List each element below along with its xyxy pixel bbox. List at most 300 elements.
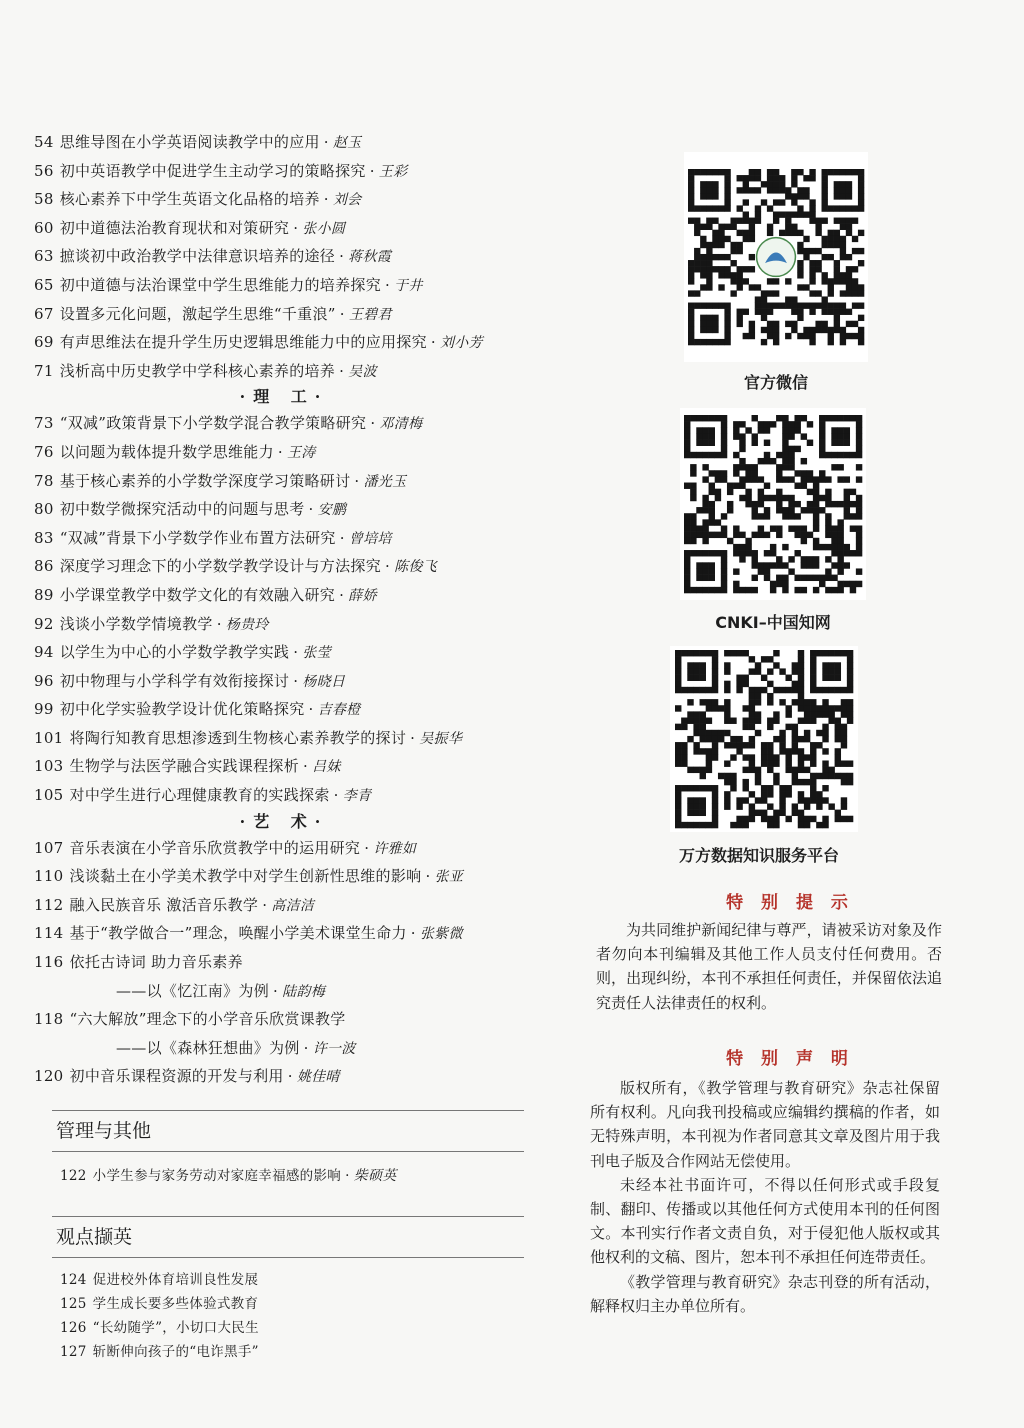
qr-module	[700, 822, 706, 828]
page-number: 116	[34, 953, 64, 972]
qr-module	[724, 681, 730, 687]
qr-module	[837, 556, 843, 562]
qr-module	[733, 532, 739, 538]
qr-module	[727, 501, 733, 507]
qr-module	[803, 193, 809, 199]
qr-module	[702, 538, 708, 544]
qr-label-wanfang: 万方数据知识服务平台	[678, 846, 839, 865]
toc-entry[interactable]	[34, 891, 534, 920]
toc-entry[interactable]	[34, 214, 534, 243]
toc-entry[interactable]	[34, 1034, 534, 1063]
qr-module	[724, 272, 730, 278]
page-number: 107	[34, 838, 64, 857]
qr-module	[724, 773, 730, 779]
qr-module	[846, 187, 852, 193]
qr-module	[724, 187, 730, 193]
page-number: 99	[34, 700, 54, 719]
qr-module	[773, 290, 779, 296]
qr-module	[675, 656, 681, 662]
qr-module	[687, 687, 693, 693]
qr-module	[803, 303, 809, 309]
qr-module	[724, 742, 730, 748]
qr-module	[736, 687, 742, 693]
qr-module	[743, 236, 749, 242]
separator-dot: ·	[339, 528, 345, 547]
qr-module	[856, 532, 862, 538]
qr-module	[743, 767, 749, 773]
qr-module	[761, 339, 767, 345]
qr-module	[681, 785, 687, 791]
qr-module	[835, 760, 841, 766]
toc-entry[interactable]	[34, 552, 534, 581]
qr-module	[810, 675, 816, 681]
qr-module	[834, 266, 840, 272]
qr-module	[844, 427, 850, 433]
qr-module	[844, 544, 850, 550]
qr-module	[773, 321, 779, 327]
qr-module	[837, 538, 843, 544]
qr-module	[819, 476, 825, 482]
qr-module	[807, 562, 813, 568]
article-title: “六大解放”理念下的小学音乐欣赏课教学	[69, 1010, 346, 1029]
qr-module	[733, 421, 739, 427]
qr-module	[687, 767, 693, 773]
qr-module	[690, 489, 696, 495]
qr-module	[850, 550, 856, 556]
article-title: 学生成长要多些体验式教育	[92, 1296, 259, 1312]
qr-module	[733, 470, 739, 476]
qr-module	[831, 532, 837, 538]
qr-module	[736, 675, 742, 681]
toc-entry[interactable]	[34, 128, 534, 157]
qr-module	[712, 816, 718, 822]
qr-module	[749, 760, 755, 766]
toc-entry[interactable]	[34, 610, 534, 639]
qr-module	[844, 501, 850, 507]
qr-module	[858, 333, 864, 339]
qr-module	[779, 187, 785, 193]
qr-module	[807, 507, 813, 513]
qr-module	[675, 803, 681, 809]
toc-entry[interactable]	[34, 328, 534, 357]
qr-module	[724, 181, 730, 187]
qr-module	[755, 693, 761, 699]
qr-module	[804, 736, 810, 742]
qr-module	[841, 797, 847, 803]
qr-module	[788, 427, 794, 433]
qr-module	[718, 284, 724, 290]
qr-module	[733, 544, 739, 550]
qr-module	[696, 433, 702, 439]
qr-module	[828, 718, 834, 724]
qr-module	[730, 779, 736, 785]
qr-module	[798, 650, 804, 656]
qr-code-wanfang[interactable]	[670, 646, 858, 832]
qr-module	[712, 254, 718, 260]
qr-module	[807, 575, 813, 581]
article-author: 曾培培	[348, 530, 392, 547]
qr-module	[846, 224, 852, 230]
qr-module	[828, 309, 834, 315]
qr-module	[837, 476, 843, 482]
qr-module	[733, 550, 739, 556]
qr-module	[733, 568, 739, 574]
qr-module	[752, 556, 758, 562]
qr-module	[846, 218, 852, 224]
qr-module	[702, 452, 708, 458]
qr-module	[749, 254, 755, 260]
qr-module	[767, 822, 773, 828]
toc-entry[interactable]	[34, 242, 534, 271]
separator-dot: ·	[333, 786, 339, 805]
qr-module	[767, 187, 773, 193]
qr-module	[791, 199, 797, 205]
qr-module	[743, 705, 749, 711]
qr-module	[794, 427, 800, 433]
qr-module	[798, 687, 804, 693]
toc-entry[interactable]	[34, 271, 534, 300]
qr-module	[810, 668, 816, 674]
qr-module	[837, 550, 843, 556]
qr-module	[715, 470, 721, 476]
qr-module	[822, 650, 828, 656]
qr-module	[736, 816, 742, 822]
toc-entry[interactable]	[34, 919, 534, 948]
qr-module	[767, 791, 773, 797]
toc-entry[interactable]	[34, 724, 534, 753]
toc-entry[interactable]	[34, 581, 534, 610]
qr-module	[809, 278, 815, 284]
qr-module	[807, 440, 813, 446]
qr-code-wechat[interactable]	[684, 152, 868, 362]
qr-module	[822, 816, 828, 822]
article-author: 陈俊飞	[394, 559, 437, 576]
article-title: 基于“教学做合一”理念，唤醒小学美术课堂生命力	[69, 924, 407, 943]
qr-module	[841, 803, 847, 809]
article-author: 吴波	[348, 363, 377, 380]
qr-module	[761, 754, 767, 760]
qr-module	[858, 181, 864, 187]
section-heading-ligong: ·理 工·	[239, 387, 329, 407]
qr-module	[813, 507, 819, 513]
qr-module	[776, 581, 782, 587]
qr-module	[733, 525, 739, 531]
qr-code-cnki[interactable]	[680, 408, 866, 600]
article-title: 促进校外体育培训良性发展	[92, 1272, 259, 1288]
qr-module	[779, 791, 785, 797]
qr-module	[788, 458, 794, 464]
qr-module	[675, 668, 681, 674]
qr-module	[712, 797, 718, 803]
qr-module	[749, 687, 755, 693]
qr-module	[858, 290, 864, 296]
qr-module	[675, 650, 681, 656]
qr-module	[739, 556, 745, 562]
qr-module	[770, 525, 776, 531]
toc-entry[interactable]	[34, 752, 534, 781]
qr-module	[803, 236, 809, 242]
qr-module	[724, 303, 730, 309]
qr-module	[712, 650, 718, 656]
qr-module	[837, 519, 843, 525]
qr-module	[755, 699, 761, 705]
qr-module	[858, 199, 864, 205]
qr-module	[847, 668, 853, 674]
qr-module	[810, 748, 816, 754]
qr-module	[684, 525, 690, 531]
qr-module	[785, 705, 791, 711]
qr-module	[776, 562, 782, 568]
qr-module	[767, 681, 773, 687]
qr-module	[828, 284, 834, 290]
qr-module	[730, 754, 736, 760]
qr-module	[822, 711, 828, 717]
article-author: 许一波	[312, 1040, 356, 1057]
qr-module	[752, 587, 758, 593]
qr-module	[724, 224, 730, 230]
qr-module	[739, 483, 745, 489]
toc-entry[interactable]	[34, 495, 534, 524]
qr-module	[804, 718, 810, 724]
qr-module	[687, 711, 693, 717]
toc-list-top	[34, 128, 534, 385]
toc-entry[interactable]	[34, 300, 534, 329]
qr-module	[819, 421, 825, 427]
qr-module	[718, 705, 724, 711]
toc-entry[interactable]	[34, 467, 534, 496]
qr-module	[755, 668, 761, 674]
qr-module	[807, 476, 813, 482]
qr-module	[773, 662, 779, 668]
qr-module	[700, 718, 706, 724]
qr-module	[837, 427, 843, 433]
qr-module	[688, 199, 694, 205]
qr-module	[700, 675, 706, 681]
qr-module	[706, 284, 712, 290]
qr-module	[773, 754, 779, 760]
toc-entry[interactable]	[34, 438, 534, 467]
toc-entry[interactable]	[34, 667, 534, 696]
qr-module	[743, 230, 749, 236]
qr-module	[813, 587, 819, 593]
qr-module	[816, 742, 822, 748]
qr-module	[700, 724, 706, 730]
qr-module	[847, 718, 853, 724]
qr-module	[749, 224, 755, 230]
qr-module	[706, 321, 712, 327]
article-author: 蒋秋霞	[348, 249, 392, 266]
qr-module	[792, 767, 798, 773]
qr-module	[852, 333, 858, 339]
toc-entry[interactable]	[34, 948, 534, 977]
toc-entry[interactable]	[34, 781, 534, 810]
qr-module	[761, 810, 767, 816]
page-number: 127	[60, 1344, 87, 1360]
qr-module	[721, 575, 727, 581]
qr-module	[712, 748, 718, 754]
qr-module	[797, 169, 803, 175]
qr-module	[801, 556, 807, 562]
qr-module	[693, 668, 699, 674]
toc-entry[interactable]	[34, 977, 534, 1006]
qr-module	[831, 464, 837, 470]
toc-entry[interactable]	[60, 1340, 259, 1364]
notice-paragraph: 未经本社书面许可，不得以任何形式或手段复制、翻印、传播或以其他任何方式使用本刊的任何图文。本刊实行作者文责自负，对于侵犯他人版权或其他权利的文稿、图片，恕本刊不承担任何连带责任。	[590, 1175, 940, 1267]
page-number: 63	[34, 247, 54, 266]
toc-entry[interactable]	[60, 1316, 259, 1340]
qr-module	[706, 822, 712, 828]
qr-module	[743, 779, 749, 785]
toc-entry[interactable]	[34, 157, 534, 186]
qr-module	[798, 736, 804, 742]
qr-module	[794, 525, 800, 531]
article-title: 对中学生进行心理健康教育的实践探索	[69, 786, 330, 805]
qr-module	[804, 730, 810, 736]
toc-entry[interactable]	[34, 185, 534, 214]
qr-module	[856, 507, 862, 513]
qr-module	[718, 169, 724, 175]
article-title: 有声思维法在提升学生历史逻辑思维能力中的应用探究	[59, 333, 427, 352]
separator-dot: ·	[364, 838, 370, 857]
qr-module	[850, 513, 856, 519]
qr-module	[835, 705, 841, 711]
qr-module	[684, 446, 690, 452]
qr-module	[693, 662, 699, 668]
toc-entry[interactable]	[34, 638, 534, 667]
qr-module	[822, 797, 828, 803]
qr-module	[825, 587, 831, 593]
qr-module	[715, 415, 721, 421]
qr-module	[794, 575, 800, 581]
qr-module	[730, 272, 736, 278]
qr-module	[831, 562, 837, 568]
qr-module	[773, 650, 779, 656]
qr-module	[850, 489, 856, 495]
qr-module	[724, 169, 730, 175]
qr-module	[690, 495, 696, 501]
qr-module	[706, 242, 712, 248]
qr-module	[758, 513, 764, 519]
qr-module	[822, 175, 828, 181]
qr-module	[792, 668, 798, 674]
qr-module	[764, 513, 770, 519]
qr-module	[834, 181, 840, 187]
qr-module	[801, 470, 807, 476]
qr-module	[700, 266, 706, 272]
qr-module	[782, 421, 788, 427]
qr-module	[841, 711, 847, 717]
qr-module	[749, 803, 755, 809]
toc-entry[interactable]	[60, 1164, 397, 1188]
qr-module	[706, 205, 712, 211]
toc-entry[interactable]	[34, 862, 534, 891]
separator-dot: ·	[339, 247, 345, 266]
qr-module	[694, 169, 700, 175]
qr-module	[846, 272, 852, 278]
toc-entry[interactable]	[34, 695, 534, 724]
page-number: 58	[34, 190, 54, 209]
qr-module	[785, 791, 791, 797]
qr-module	[681, 742, 687, 748]
qr-module	[693, 675, 699, 681]
qr-module	[712, 230, 718, 236]
qr-module	[856, 513, 862, 519]
qr-module	[776, 575, 782, 581]
qr-module	[801, 575, 807, 581]
qr-module	[752, 532, 758, 538]
toc-entry[interactable]	[34, 524, 534, 553]
qr-module	[761, 315, 767, 321]
qr-module	[684, 575, 690, 581]
qr-module	[694, 266, 700, 272]
qr-module	[841, 699, 847, 705]
toc-entry[interactable]	[60, 1292, 259, 1316]
qr-module	[834, 169, 840, 175]
qr-module	[712, 681, 718, 687]
qr-module	[856, 525, 862, 531]
article-author: 吕妹	[312, 759, 341, 776]
qr-module	[841, 816, 847, 822]
qr-module	[797, 309, 803, 315]
qr-module	[804, 816, 810, 822]
qr-module	[840, 278, 846, 284]
toc-entry[interactable]	[34, 409, 534, 438]
qr-module	[840, 254, 846, 260]
qr-module	[809, 175, 815, 181]
toc-entry[interactable]	[34, 834, 534, 863]
qr-module	[767, 224, 773, 230]
qr-module	[749, 724, 755, 730]
qr-module	[764, 507, 770, 513]
qr-module	[846, 309, 852, 315]
qr-module	[743, 785, 749, 791]
qr-module	[828, 705, 834, 711]
qr-module	[706, 650, 712, 656]
qr-module	[828, 675, 834, 681]
toc-entry[interactable]	[34, 1005, 534, 1034]
qr-module	[755, 309, 761, 315]
qr-module	[810, 687, 816, 693]
qr-module	[822, 272, 828, 278]
qr-module	[712, 266, 718, 272]
toc-entry[interactable]	[34, 357, 534, 386]
qr-module	[779, 748, 785, 754]
qr-module	[776, 470, 782, 476]
toc-entry[interactable]	[34, 1062, 534, 1091]
qr-module	[813, 483, 819, 489]
notice-title-special-tip: 特 别 提 示	[726, 893, 854, 913]
qr-module	[846, 284, 852, 290]
qr-module	[856, 427, 862, 433]
qr-module	[819, 575, 825, 581]
toc-entry[interactable]	[60, 1268, 259, 1292]
separator-dot: ·	[339, 361, 345, 380]
qr-module	[856, 433, 862, 439]
qr-module	[841, 779, 847, 785]
article-title: 音乐表演在小学音乐欣赏教学中的运用研究	[69, 838, 361, 857]
qr-module	[856, 464, 862, 470]
qr-module	[724, 668, 730, 674]
qr-module	[736, 681, 742, 687]
qr-module	[712, 810, 718, 816]
qr-module	[825, 495, 831, 501]
qr-module	[807, 470, 813, 476]
qr-module	[684, 581, 690, 587]
qr-module	[835, 718, 841, 724]
qr-module	[773, 199, 779, 205]
qr-module	[785, 211, 791, 217]
qr-module	[694, 339, 700, 345]
